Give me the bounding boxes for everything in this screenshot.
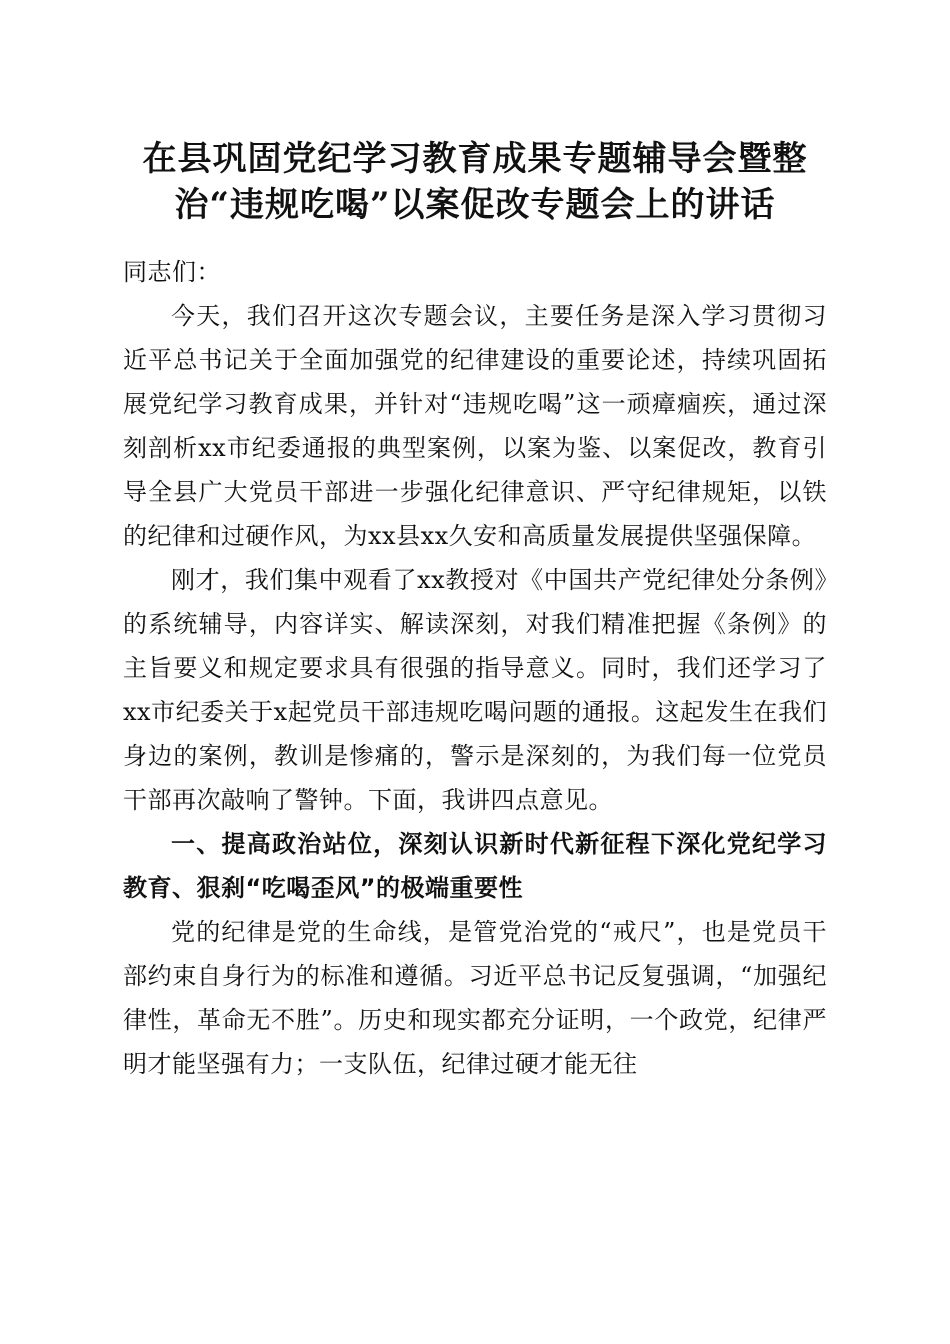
title-line-1: 在县巩固党纪学习教育成果专题辅导会暨整	[142, 139, 808, 179]
document-body	[123, 250, 827, 1086]
greeting: 同志们：	[123, 258, 221, 286]
section-heading-1: 一、提高政治站位，深刻认识新时代新征程下深化党纪学习教育、狠刹“吃喝歪风”的极端重要性	[123, 830, 827, 902]
document-title	[100, 136, 850, 228]
paragraph-discipline: 党的纪律是党的生命线，是管党治党的“戒尺”，也是党员干部约束自身行为的标准和遵循。习近平总书记反复强调，“加强纪律性，革命无不胜”。历史和现实都充分证明，一个政党，纪律严明才能坚强有力；一支队伍，纪律过硬才能无往	[123, 918, 827, 1078]
paragraph-review: 刚才，我们集中观看了xx教授对《中国共产党纪律处分条例》的系统辅导，内容详实、解读深刻，对我们精准把握《条例》的主旨要义和规定要求具有很强的指导意义。同时，我们还学习了xx市纪委关于x起党员干部违规吃喝问题的通报。这起发生在我们身边的案例，教训是惨痛的，警示是深刻的，为我们每一位党员干部再次敲响了警钟。下面，我讲四点意见。	[123, 566, 827, 814]
paragraph-intro: 今天，我们召开这次专题会议，主要任务是深入学习贯彻习近平总书记关于全面加强党的纪律建设的重要论述，持续巩固拓展党纪学习教育成果，并针对“违规吃喝”这一顽瘴痼疾，通过深刻剖析xx市纪委通报的典型案例，以案为鉴、以案促改，教育引导全县广大党员干部进一步强化纪律意识、严守纪律规矩，以铁的纪律和过硬作风，为xx县xx久安和高质量发展提供坚强保障。	[123, 302, 827, 550]
title-line-2: 治“违规吃喝”以案促改专题会上的讲话	[174, 185, 776, 225]
